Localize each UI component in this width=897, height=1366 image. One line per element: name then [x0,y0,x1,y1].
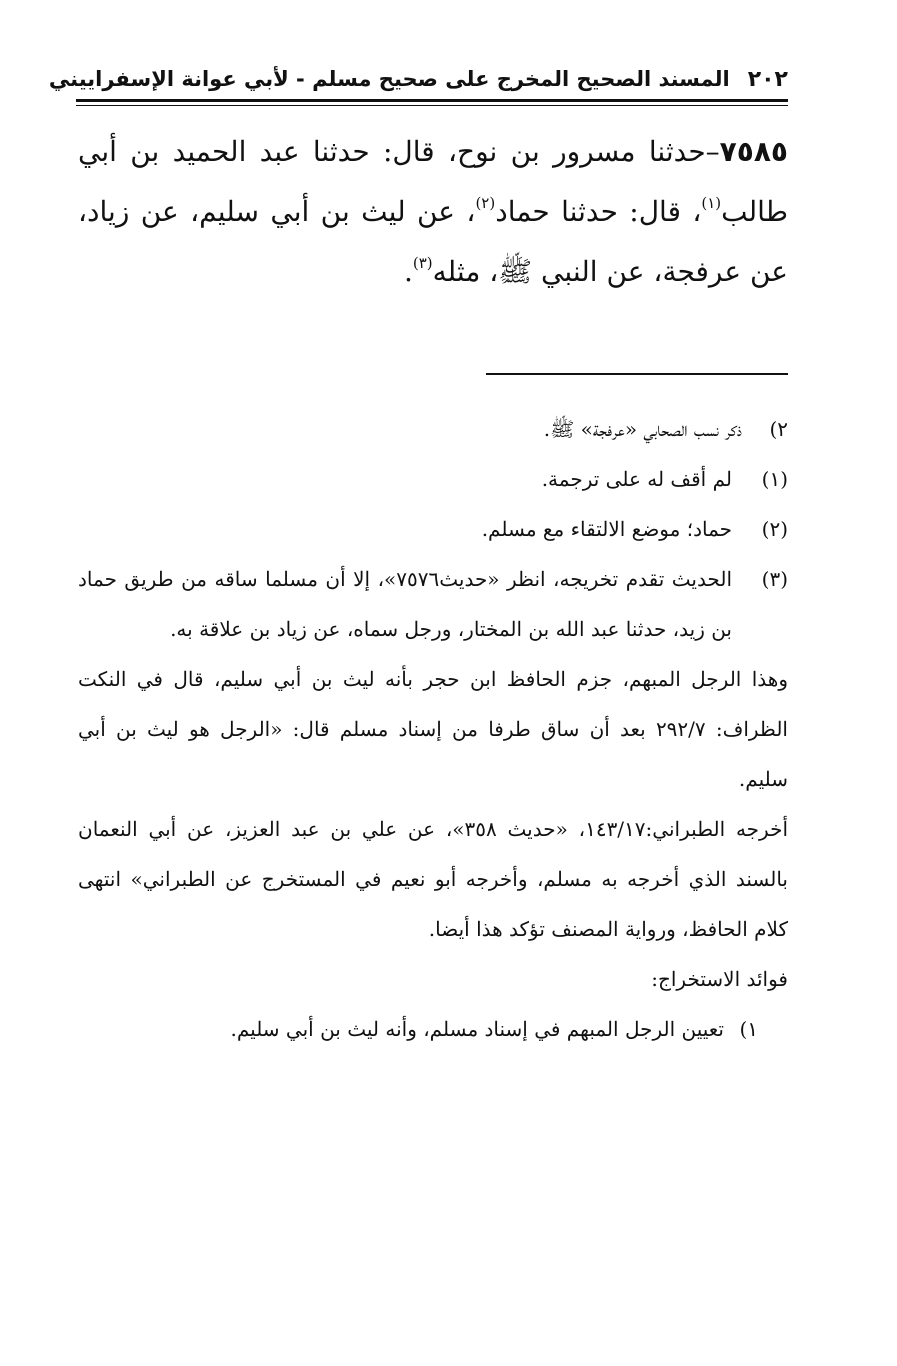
header-rule-thin [76,105,788,106]
footnote-number: (٢) [761,517,788,541]
benefits-heading: فوائد الاستخراج: [651,967,788,991]
hadith-number: ٧٥٨٥ [719,135,788,168]
benefit-item-1 [78,1004,788,1054]
footnote-ref-1: (١) [701,194,722,212]
footnote-lineage [78,404,788,454]
footnote-paragraph-ibn-hajar: وهذا الرجل المبهم، جزم الحافظ ابن حجر بأنه ليث بن أبي سليم، قال في النكت الظراف: ٢٩٢/٧ بعد أن ساق طرفا من إسناد مسلم قال: «الرجل هو ليث بن أبي سليم. [78,667,788,791]
footnote-ref-3: (٣) [412,254,433,272]
hadith-text-part-1: –حدثنا مسرور بن نوح، قال: حدثنا عبد الحميد بن أبي طالب [78,135,788,228]
hadith-text [78,122,788,302]
hadith-text-part-4: . [403,255,413,288]
footnote-2 [78,504,788,554]
header-title: المسند الصحيح المخرج على صحيح مسلم - لأبي عوانة الإسفراييني [48,67,730,91]
hadith-text-part-2: ، قال: حدثنا حماد [495,195,702,228]
footnote-number: (٣) [761,567,788,591]
running-header [48,62,788,96]
hadith-text-part-3: ، عن ليث بن أبي سليم، عن زياد، عن عرفجة، عن النبي ﷺ، مثله [78,195,788,288]
footnote-paragraph-tabarani: أخرجه الطبراني:١٤٣/١٧، «حديث ٣٥٨»، عن علي بن عبد العزيز، عن أبي النعمان بالسند الذي أخرجه به مسلم، وأخرجه أبو نعيم في المستخرج عن الطبراني» انتهى كلام الحافظ، ورواية المصنف تؤكد هذا أيضا. [78,817,789,941]
footnote-3 [78,554,788,654]
footnote-number: ٢) [769,417,788,441]
page-number: ٢٠٢ [747,66,788,92]
footnote-text: الحديث تقدم تخريجه، انظر «حديث٧٥٧٦»، إلا أن مسلما ساقه من طريق حماد بن زيد، حدثنا عبد الله بن المختار، ورجل سماه، عن زياد بن علاقة به. [78,567,732,641]
footnote-text: ذكر نسب الصحابي «عرفجة» ﷺ. [543,417,742,441]
footnote-1 [78,454,788,504]
benefit-text: تعيين الرجل المبهم في إسناد مسلم، وأنه ليث بن أبي سليم. [230,1017,724,1041]
benefit-number: ١) [739,1017,758,1041]
footnote-number: (١) [761,467,788,491]
footnote-ref-2: (٢) [475,194,496,212]
footnote-text: حماد؛ موضع الالتقاء مع مسلم. [481,517,732,541]
footnote-separator [486,373,788,375]
footnote-text: لم أقف له على ترجمة. [541,467,732,491]
footnotes [78,404,788,1054]
header-rule-thick [76,99,788,102]
